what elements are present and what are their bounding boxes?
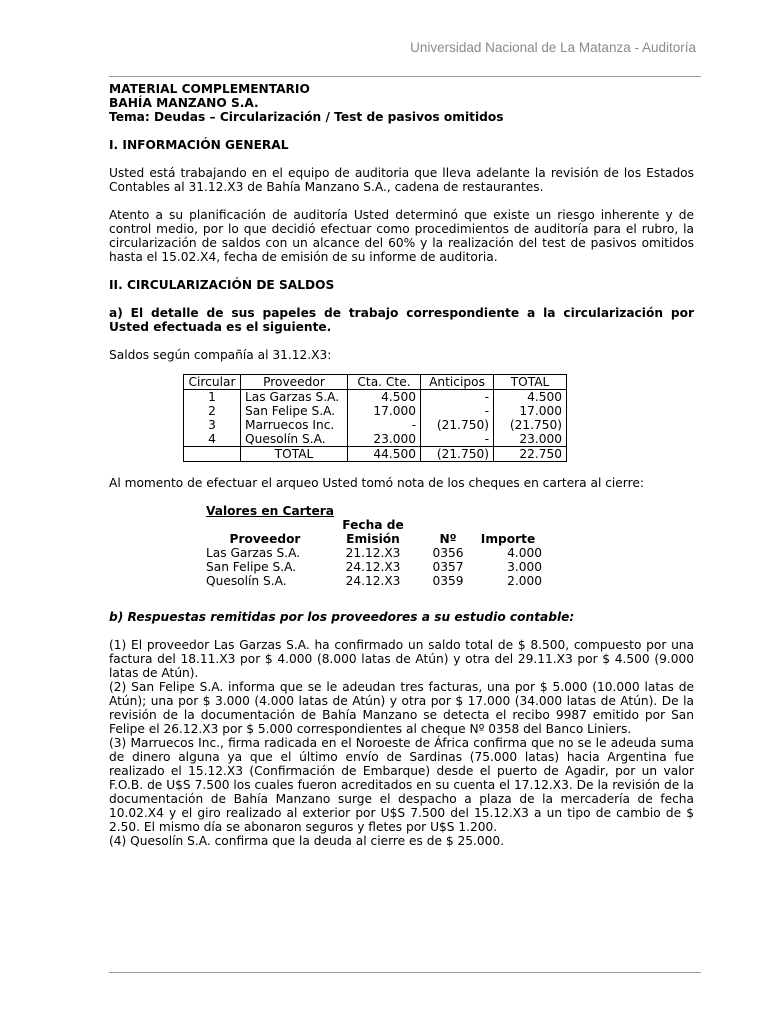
cell-anticipos: -	[421, 404, 494, 418]
cell-fecha: 24.12.X3	[345, 560, 401, 574]
title-line-1: MATERIAL COMPLEMENTARIO	[109, 82, 310, 96]
cartera-header-row	[206, 518, 542, 546]
table-row	[184, 418, 567, 432]
cell-importe: 4.000	[507, 546, 542, 560]
cell-numero: 0357	[432, 560, 464, 574]
cell-circular: 2	[184, 404, 241, 418]
cell-proveedor: Quesolín S.A.	[241, 432, 348, 447]
cell-circular: 4	[184, 432, 241, 447]
header-rule	[109, 76, 701, 77]
saldos-intro: Saldos según compañía al 31.12.X3:	[109, 348, 332, 362]
saldos-table	[183, 374, 567, 462]
table-row	[206, 574, 542, 588]
cell-fecha: 24.12.X3	[345, 574, 401, 588]
response-2: (2) San Felipe S.A. informa que se le adeudan tres facturas, una por $ 5.000 (10.000 latas de Atún); una por $ 3.000 (4.000 latas de Atún) y otra por $ 17.000 (34.000 latas de Atún). De la revisión de la documentación de Bahía Manzano se detecta el recibo 9987 emitido por San Felipe el 26.12.X3 por $ 5.000 correspondientes al cheque Nº 0358 del Banco Liniers.	[109, 680, 694, 736]
cell-anticipos: -	[421, 390, 494, 405]
cell-proveedor: San Felipe S.A.	[206, 560, 297, 574]
cell-anticipos: (21.750)	[421, 418, 494, 432]
cartera-table	[206, 518, 542, 588]
cell-total: 23.000	[494, 432, 567, 447]
section-1-heading: I. INFORMACIÓN GENERAL	[109, 138, 289, 152]
responses-list	[109, 638, 694, 848]
cell-proveedor: San Felipe S.A.	[241, 404, 348, 418]
saldos-total-row	[184, 447, 567, 462]
response-1: (1) El proveedor Las Garzas S.A. ha confirmado un saldo total de $ 8.500, compuesto por una factura del 18.11.X3 por $ 4.000 (8.000 latas de Atún) y otra del 29.11.X3 por $ 4.500 (9.000 latas de Atún).	[109, 638, 694, 680]
subsection-b: b) Respuestas remitidas por los proveedores a su estudio contable:	[109, 610, 575, 624]
cell-circular: 3	[184, 418, 241, 432]
cell-fecha: 21.12.X3	[345, 546, 401, 560]
table-row	[206, 546, 542, 560]
valores-en-cartera	[206, 504, 694, 588]
table-row	[184, 390, 567, 405]
title-line-2: BAHÍA MANZANO S.A.	[109, 96, 259, 110]
col-importe: Importe	[480, 532, 536, 546]
col-cta-cte: Cta. Cte.	[348, 375, 421, 390]
document-body	[109, 82, 694, 848]
cell-cta-cte: 17.000	[348, 404, 421, 418]
fecha-emision-label: Fecha de Emisión	[342, 518, 404, 546]
cell-circular: 1	[184, 390, 241, 405]
footer-rule	[109, 972, 701, 973]
subsection-a: a) El detalle de sus papeles de trabajo correspondiente a la circularización por Usted efectuada es el siguiente.	[109, 306, 694, 334]
col-proveedor: Proveedor	[241, 375, 348, 390]
col-circular: Circular	[184, 375, 241, 390]
total-cell-circular	[184, 447, 241, 462]
total-cta-cte: 44.500	[348, 447, 421, 462]
col-fecha-emision	[324, 518, 422, 546]
table-row	[206, 560, 542, 574]
cell-cta-cte: 4.500	[348, 390, 421, 405]
cell-anticipos: -	[421, 432, 494, 447]
section-2-heading: II. CIRCULARIZACIÓN DE SALDOS	[109, 278, 335, 292]
col-proveedor: Proveedor	[229, 532, 301, 546]
title-line-3: Tema: Deudas – Circularización / Test de pasivos omitidos	[109, 110, 504, 124]
total-label: TOTAL	[241, 447, 348, 462]
cell-total: 4.500	[494, 390, 567, 405]
cell-total: (21.750)	[494, 418, 567, 432]
table-row	[184, 432, 567, 447]
col-anticipos: Anticipos	[421, 375, 494, 390]
arqueo-intro: Al momento de efectuar el arqueo Usted tomó nota de los cheques en cartera al cierre:	[109, 476, 644, 490]
cell-cta-cte: 23.000	[348, 432, 421, 447]
cell-proveedor: Marruecos Inc.	[241, 418, 348, 432]
cell-proveedor: Las Garzas S.A.	[206, 546, 301, 560]
section-1-paragraph-2: Atento a su planificación de auditoría Usted determinó que existe un riesgo inherente y de control medio, por lo que decidió efectuar como procedimientos de auditoría para el rubro, la circularización de saldos con un alcance del 60% y la realización del test de pasivos omitidos hasta el 15.02.X4, fecha de emisión de su informe de auditoria.	[109, 208, 694, 264]
cell-numero: 0356	[432, 546, 464, 560]
cell-total: 17.000	[494, 404, 567, 418]
cartera-title: Valores en Cartera	[206, 504, 335, 518]
cell-importe: 2.000	[507, 574, 542, 588]
total-anticipos: (21.750)	[421, 447, 494, 462]
cell-proveedor: Quesolín S.A.	[206, 574, 287, 588]
table-row	[184, 404, 567, 418]
col-numero: Nº	[439, 532, 457, 546]
col-total: TOTAL	[494, 375, 567, 390]
cell-importe: 3.000	[507, 560, 542, 574]
section-1-paragraph-1: Usted está trabajando en el equipo de auditoria que lleva adelante la revisión de los Estados Contables al 31.12.X3 de Bahía Manzano S.A., cadena de restaurantes.	[109, 166, 694, 194]
page-header: Universidad Nacional de La Matanza - Auditoría	[410, 40, 696, 55]
response-3: (3) Marruecos Inc., firma radicada en el Noroeste de África confirma que no se le adeuda suma de dinero alguna ya que el último envío de Sardinas (75.000 latas) hacia Argentina fue realizado el 15.12.X3 (Confirmación de Embarque) desde el puerto de Agadir, por un valor F.O.B. de U$S 7.500 los cuales fueron acreditados en su cuenta el 17.12.X3. De la revisión de la documentación de Bahía Manzano surge el despacho a plaza de la mercadería de fecha 10.02.X4 y el giro realizado al exterior por U$S 7.500 del 15.12.X3 a un tipo de cambio de $ 2.50. El mismo día se abonaron seguros y fletes por U$S 1.200.	[109, 736, 694, 834]
cell-cta-cte: -	[348, 418, 421, 432]
cell-numero: 0359	[432, 574, 464, 588]
saldos-header-row	[184, 375, 567, 390]
total-total: 22.750	[494, 447, 567, 462]
response-4: (4) Quesolín S.A. confirma que la deuda al cierre es de $ 25.000.	[109, 834, 504, 848]
cell-proveedor: Las Garzas S.A.	[241, 390, 348, 405]
